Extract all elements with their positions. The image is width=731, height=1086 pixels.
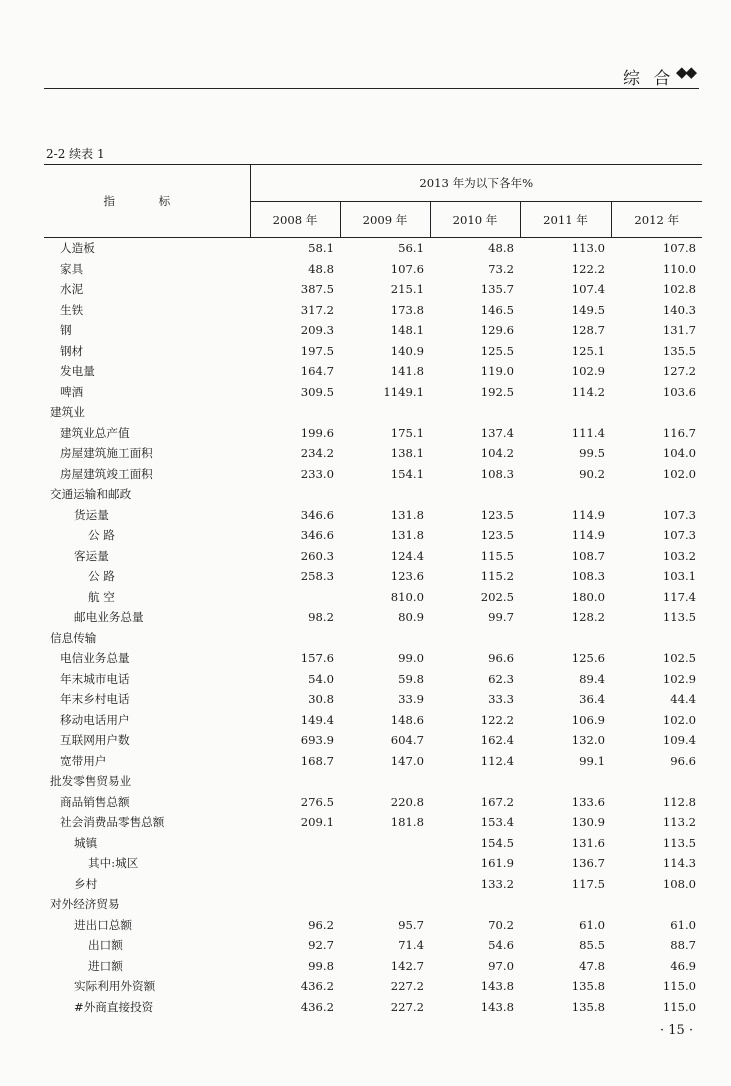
- value-cell: 123.5: [480, 507, 514, 522]
- value-cell: 143.8: [480, 979, 514, 994]
- table-row: [44, 607, 702, 628]
- value-cell: 113.5: [662, 835, 697, 850]
- value-cell: 122.2: [480, 712, 514, 727]
- table-row: [44, 402, 702, 423]
- value-cell: 148.1: [390, 323, 424, 338]
- value-cell: [250, 874, 340, 895]
- table-row: [44, 443, 702, 464]
- value-cell: [611, 402, 702, 423]
- table-row: [44, 587, 702, 608]
- row-label: 出口额: [88, 938, 123, 953]
- table-row: [44, 669, 702, 690]
- table-row: [44, 320, 702, 341]
- value-cell: 173.8: [390, 302, 424, 317]
- value-cell: 123.6: [390, 569, 424, 584]
- value-cell: [250, 771, 340, 792]
- value-cell: 113.5: [662, 610, 697, 625]
- value-cell: 54.6: [488, 938, 514, 953]
- value-cell: 164.7: [300, 364, 334, 379]
- row-label: 信息传输: [50, 630, 97, 645]
- row-label: 房屋建筑施工面积: [60, 446, 153, 461]
- value-cell: 96.6: [670, 753, 697, 768]
- value-cell: [430, 628, 520, 649]
- value-cell: 99.1: [579, 753, 605, 768]
- value-cell: 115.0: [662, 999, 697, 1014]
- value-cell: 58.1: [308, 241, 334, 256]
- value-cell: 167.2: [480, 794, 514, 809]
- row-label: 进口额: [88, 958, 123, 973]
- year-header: 2010 年: [430, 202, 520, 238]
- row-label: 互联网用户数: [60, 733, 130, 748]
- value-cell: 99.8: [308, 958, 334, 973]
- value-cell: 47.8: [579, 958, 605, 973]
- value-cell: [520, 484, 611, 505]
- value-cell: 131.8: [390, 528, 424, 543]
- value-cell: 90.2: [579, 466, 605, 481]
- value-cell: 89.4: [579, 671, 605, 686]
- value-cell: 136.7: [571, 856, 605, 871]
- row-label: 建筑业: [50, 405, 85, 420]
- row-label: 乡村: [74, 876, 98, 891]
- row-label: 航 空: [88, 589, 115, 604]
- value-cell: 111.4: [571, 425, 605, 440]
- value-cell: 102.8: [662, 282, 697, 297]
- year-header: 2009 年: [340, 202, 430, 238]
- value-cell: 61.0: [579, 917, 605, 932]
- value-cell: 80.9: [398, 610, 424, 625]
- value-cell: 233.0: [300, 466, 334, 481]
- year-header: 2011 年: [520, 202, 611, 238]
- table-row: [44, 279, 702, 300]
- row-label: 移动电话用户: [60, 712, 130, 727]
- row-label: 客运量: [74, 548, 109, 563]
- value-cell: [250, 484, 340, 505]
- value-cell: 102.9: [571, 364, 605, 379]
- value-cell: 119.0: [480, 364, 514, 379]
- value-cell: 317.2: [300, 302, 334, 317]
- value-cell: 108.3: [571, 569, 605, 584]
- value-cell: [340, 771, 430, 792]
- value-cell: [340, 874, 430, 895]
- row-label: 电信业务总量: [60, 651, 130, 666]
- row-label: 公 路: [88, 528, 115, 543]
- value-cell: 131.7: [662, 323, 697, 338]
- table-row: [44, 792, 702, 813]
- value-cell: 123.5: [480, 528, 514, 543]
- span-header: 2013 年为以下各年%: [250, 165, 702, 202]
- row-label: 邮电业务总量: [74, 610, 144, 625]
- row-label: 进出口总额: [74, 917, 132, 932]
- value-cell: 138.1: [390, 446, 424, 461]
- row-label: 实际利用外资额: [74, 979, 156, 994]
- table-row: [44, 751, 702, 772]
- value-cell: [250, 853, 340, 874]
- value-cell: [340, 484, 430, 505]
- value-cell: [520, 628, 611, 649]
- value-cell: [520, 771, 611, 792]
- table-row: [44, 628, 702, 649]
- value-cell: 113.2: [662, 815, 697, 830]
- value-cell: 153.4: [480, 815, 514, 830]
- value-cell: [250, 833, 340, 854]
- value-cell: 175.1: [390, 425, 424, 440]
- value-cell: 99.5: [579, 446, 605, 461]
- table-row: [44, 997, 702, 1018]
- table-row: [44, 833, 702, 854]
- value-cell: 44.4: [670, 692, 697, 707]
- value-cell: 346.6: [300, 507, 334, 522]
- table-row: [44, 894, 702, 915]
- value-cell: 147.0: [390, 753, 424, 768]
- value-cell: 70.2: [488, 917, 514, 932]
- value-cell: 108.0: [662, 876, 697, 891]
- value-cell: 97.0: [488, 958, 514, 973]
- value-cell: [430, 484, 520, 505]
- table-row: [44, 361, 702, 382]
- statistics-table: [44, 164, 702, 1017]
- table-row: [44, 812, 702, 833]
- value-cell: 133.2: [480, 876, 514, 891]
- table-row: [44, 423, 702, 444]
- value-cell: 115.0: [662, 979, 697, 994]
- value-cell: [611, 894, 702, 915]
- value-cell: 73.2: [488, 261, 514, 276]
- row-label: 批发零售贸易业: [50, 774, 132, 789]
- value-cell: 48.8: [488, 241, 514, 256]
- value-cell: 149.4: [300, 712, 334, 727]
- row-label: 其中:城区: [88, 856, 139, 871]
- value-cell: 33.3: [488, 692, 514, 707]
- value-cell: 140.9: [390, 343, 424, 358]
- value-cell: [340, 628, 430, 649]
- value-cell: [611, 484, 702, 505]
- table-row: [44, 505, 702, 526]
- value-cell: 135.7: [480, 282, 514, 297]
- value-cell: 108.7: [571, 548, 605, 563]
- value-cell: 114.3: [662, 856, 697, 871]
- value-cell: 181.8: [390, 815, 424, 830]
- value-cell: [340, 833, 430, 854]
- row-label: 房屋建筑竣工面积: [60, 466, 153, 481]
- value-cell: 436.2: [300, 999, 334, 1014]
- value-cell: 125.5: [480, 343, 514, 358]
- table-row: [44, 771, 702, 792]
- value-cell: 114.2: [571, 384, 605, 399]
- value-cell: [611, 628, 702, 649]
- value-cell: 99.0: [398, 651, 424, 666]
- table-row: [44, 976, 702, 997]
- value-cell: 109.4: [662, 733, 697, 748]
- table-row: [44, 382, 702, 403]
- value-cell: 135.8: [571, 979, 605, 994]
- value-cell: 133.6: [571, 794, 605, 809]
- value-cell: [520, 894, 611, 915]
- value-cell: 234.2: [300, 446, 334, 461]
- table-row: [44, 648, 702, 669]
- row-label: 家具: [60, 261, 84, 276]
- value-cell: 810.0: [390, 589, 424, 604]
- year-header: 2008 年: [250, 202, 340, 238]
- value-cell: 143.8: [480, 999, 514, 1014]
- value-cell: 135.5: [662, 343, 697, 358]
- value-cell: [430, 894, 520, 915]
- value-cell: 102.9: [662, 671, 697, 686]
- value-cell: [611, 771, 702, 792]
- table-row: [44, 259, 702, 280]
- value-cell: 71.4: [398, 938, 424, 953]
- value-cell: 104.0: [662, 446, 697, 461]
- row-label: 交通运输和邮政: [50, 487, 132, 502]
- value-cell: 220.8: [390, 794, 424, 809]
- value-cell: 276.5: [300, 794, 334, 809]
- row-label: 建筑业总产值: [60, 425, 130, 440]
- value-cell: [250, 587, 340, 608]
- value-cell: 148.6: [390, 712, 424, 727]
- value-cell: 48.8: [308, 261, 334, 276]
- row-label: 生铁: [60, 302, 84, 317]
- year-header: 2012 年: [611, 202, 702, 238]
- value-cell: [430, 771, 520, 792]
- value-cell: 162.4: [480, 733, 514, 748]
- table-row: [44, 874, 702, 895]
- value-cell: 122.2: [571, 261, 605, 276]
- table-caption: 2-2 续表 1: [46, 147, 105, 161]
- value-cell: 161.9: [480, 856, 514, 871]
- row-label: 年末城市电话: [60, 671, 130, 686]
- value-cell: 129.6: [480, 323, 514, 338]
- row-label: 公 路: [88, 569, 115, 584]
- table-row: [44, 915, 702, 936]
- value-cell: 258.3: [300, 569, 334, 584]
- value-cell: 107.3: [662, 528, 697, 543]
- page-number: · 15 ·: [660, 1023, 694, 1038]
- diamond-ornament-icon: ◆◆: [676, 63, 696, 81]
- value-cell: 149.5: [571, 302, 605, 317]
- value-cell: 168.7: [300, 753, 334, 768]
- table-row: [44, 464, 702, 485]
- table-row: [44, 935, 702, 956]
- value-cell: 59.8: [398, 671, 424, 686]
- value-cell: 117.5: [571, 876, 605, 891]
- table-row: [44, 484, 702, 505]
- row-label: 人造板: [60, 241, 95, 256]
- row-label: 啤酒: [60, 384, 84, 399]
- value-cell: 154.5: [480, 835, 514, 850]
- value-cell: 157.6: [300, 651, 334, 666]
- value-cell: 604.7: [390, 733, 424, 748]
- value-cell: 199.6: [300, 425, 334, 440]
- value-cell: 36.4: [579, 692, 605, 707]
- value-cell: 92.7: [308, 938, 334, 953]
- value-cell: 108.3: [480, 466, 514, 481]
- value-cell: 209.3: [300, 323, 334, 338]
- row-label: 社会消费品零售总额: [60, 815, 165, 830]
- value-cell: 131.6: [571, 835, 605, 850]
- value-cell: 115.2: [480, 569, 514, 584]
- table-row: [44, 956, 702, 977]
- value-cell: 106.9: [571, 712, 605, 727]
- row-label: #外商直接投资: [74, 999, 154, 1014]
- value-cell: 99.7: [488, 610, 514, 625]
- value-cell: 135.8: [571, 999, 605, 1014]
- row-label: 钢: [60, 323, 72, 338]
- value-cell: [340, 894, 430, 915]
- value-cell: 62.3: [488, 671, 514, 686]
- indicator-header: 指 标: [44, 165, 250, 238]
- value-cell: 107.8: [662, 241, 697, 256]
- value-cell: 33.9: [398, 692, 424, 707]
- header-rule: [44, 88, 699, 89]
- value-cell: 114.9: [571, 507, 605, 522]
- table-row: [44, 525, 702, 546]
- value-cell: 103.2: [662, 548, 697, 563]
- value-cell: 1149.1: [383, 384, 424, 399]
- value-cell: 197.5: [300, 343, 334, 358]
- value-cell: [340, 402, 430, 423]
- value-cell: 227.2: [390, 979, 424, 994]
- row-label: 钢材: [60, 343, 84, 358]
- value-cell: 96.2: [308, 917, 334, 932]
- row-label: 货运量: [74, 507, 109, 522]
- value-cell: 113.0: [571, 241, 605, 256]
- value-cell: 61.0: [670, 917, 697, 932]
- value-cell: [250, 628, 340, 649]
- value-cell: 103.6: [662, 384, 697, 399]
- value-cell: 128.2: [571, 610, 605, 625]
- table-row: [44, 566, 702, 587]
- value-cell: 146.5: [480, 302, 514, 317]
- table-row: [44, 300, 702, 321]
- value-cell: 131.8: [390, 507, 424, 522]
- value-cell: 137.4: [480, 425, 514, 440]
- value-cell: [250, 402, 340, 423]
- value-cell: 260.3: [300, 548, 334, 563]
- value-cell: 202.5: [480, 589, 514, 604]
- value-cell: 30.8: [308, 692, 334, 707]
- value-cell: 127.2: [662, 364, 697, 379]
- value-cell: 102.0: [662, 466, 697, 481]
- value-cell: 124.4: [390, 548, 424, 563]
- value-cell: 125.1: [571, 343, 605, 358]
- value-cell: 116.7: [662, 425, 697, 440]
- value-cell: 125.6: [571, 651, 605, 666]
- value-cell: 227.2: [390, 999, 424, 1014]
- value-cell: 98.2: [308, 610, 334, 625]
- table-row: [44, 689, 702, 710]
- table-body: [44, 238, 702, 1018]
- value-cell: 85.5: [579, 938, 605, 953]
- row-label: 宽带用户: [60, 753, 107, 768]
- value-cell: 112.4: [480, 753, 514, 768]
- value-cell: 693.9: [300, 733, 334, 748]
- value-cell: 114.9: [571, 528, 605, 543]
- value-cell: 107.6: [390, 261, 424, 276]
- value-cell: 46.9: [670, 958, 697, 973]
- value-cell: 95.7: [398, 917, 424, 932]
- value-cell: 132.0: [571, 733, 605, 748]
- value-cell: 107.3: [662, 507, 697, 522]
- value-cell: 209.1: [300, 815, 334, 830]
- row-label: 年末乡村电话: [60, 692, 130, 707]
- value-cell: 110.0: [662, 261, 697, 276]
- value-cell: 102.5: [662, 651, 697, 666]
- value-cell: [520, 402, 611, 423]
- value-cell: [340, 853, 430, 874]
- value-cell: [430, 402, 520, 423]
- table-row: [44, 710, 702, 731]
- row-label: 商品销售总额: [60, 794, 130, 809]
- value-cell: 346.6: [300, 528, 334, 543]
- value-cell: 112.8: [662, 794, 697, 809]
- table-row: [44, 853, 702, 874]
- table-row: [44, 730, 702, 751]
- value-cell: [250, 894, 340, 915]
- value-cell: 142.7: [390, 958, 424, 973]
- value-cell: 387.5: [300, 282, 334, 297]
- value-cell: 88.7: [670, 938, 697, 953]
- row-label: 水泥: [60, 282, 84, 297]
- row-label: 对外经济贸易: [50, 897, 120, 912]
- table-row: [44, 546, 702, 567]
- value-cell: 140.3: [662, 302, 697, 317]
- value-cell: 104.2: [480, 446, 514, 461]
- value-cell: 180.0: [571, 589, 605, 604]
- value-cell: 103.1: [662, 569, 697, 584]
- table-row: [44, 341, 702, 362]
- value-cell: 117.4: [662, 589, 697, 604]
- value-cell: 309.5: [300, 384, 334, 399]
- row-label: 城镇: [74, 835, 98, 850]
- value-cell: 154.1: [390, 466, 424, 481]
- value-cell: 215.1: [390, 282, 424, 297]
- value-cell: 56.1: [398, 241, 424, 256]
- row-label: 发电量: [60, 364, 95, 379]
- value-cell: 54.0: [308, 671, 334, 686]
- value-cell: 130.9: [571, 815, 605, 830]
- value-cell: 107.4: [571, 282, 605, 297]
- value-cell: 102.0: [662, 712, 697, 727]
- value-cell: 128.7: [571, 323, 605, 338]
- value-cell: 115.5: [480, 548, 514, 563]
- section-title: 综 合: [623, 69, 675, 89]
- value-cell: 96.6: [488, 651, 514, 666]
- value-cell: 436.2: [300, 979, 334, 994]
- table-row: [44, 238, 702, 259]
- value-cell: 141.8: [390, 364, 424, 379]
- value-cell: 192.5: [480, 384, 514, 399]
